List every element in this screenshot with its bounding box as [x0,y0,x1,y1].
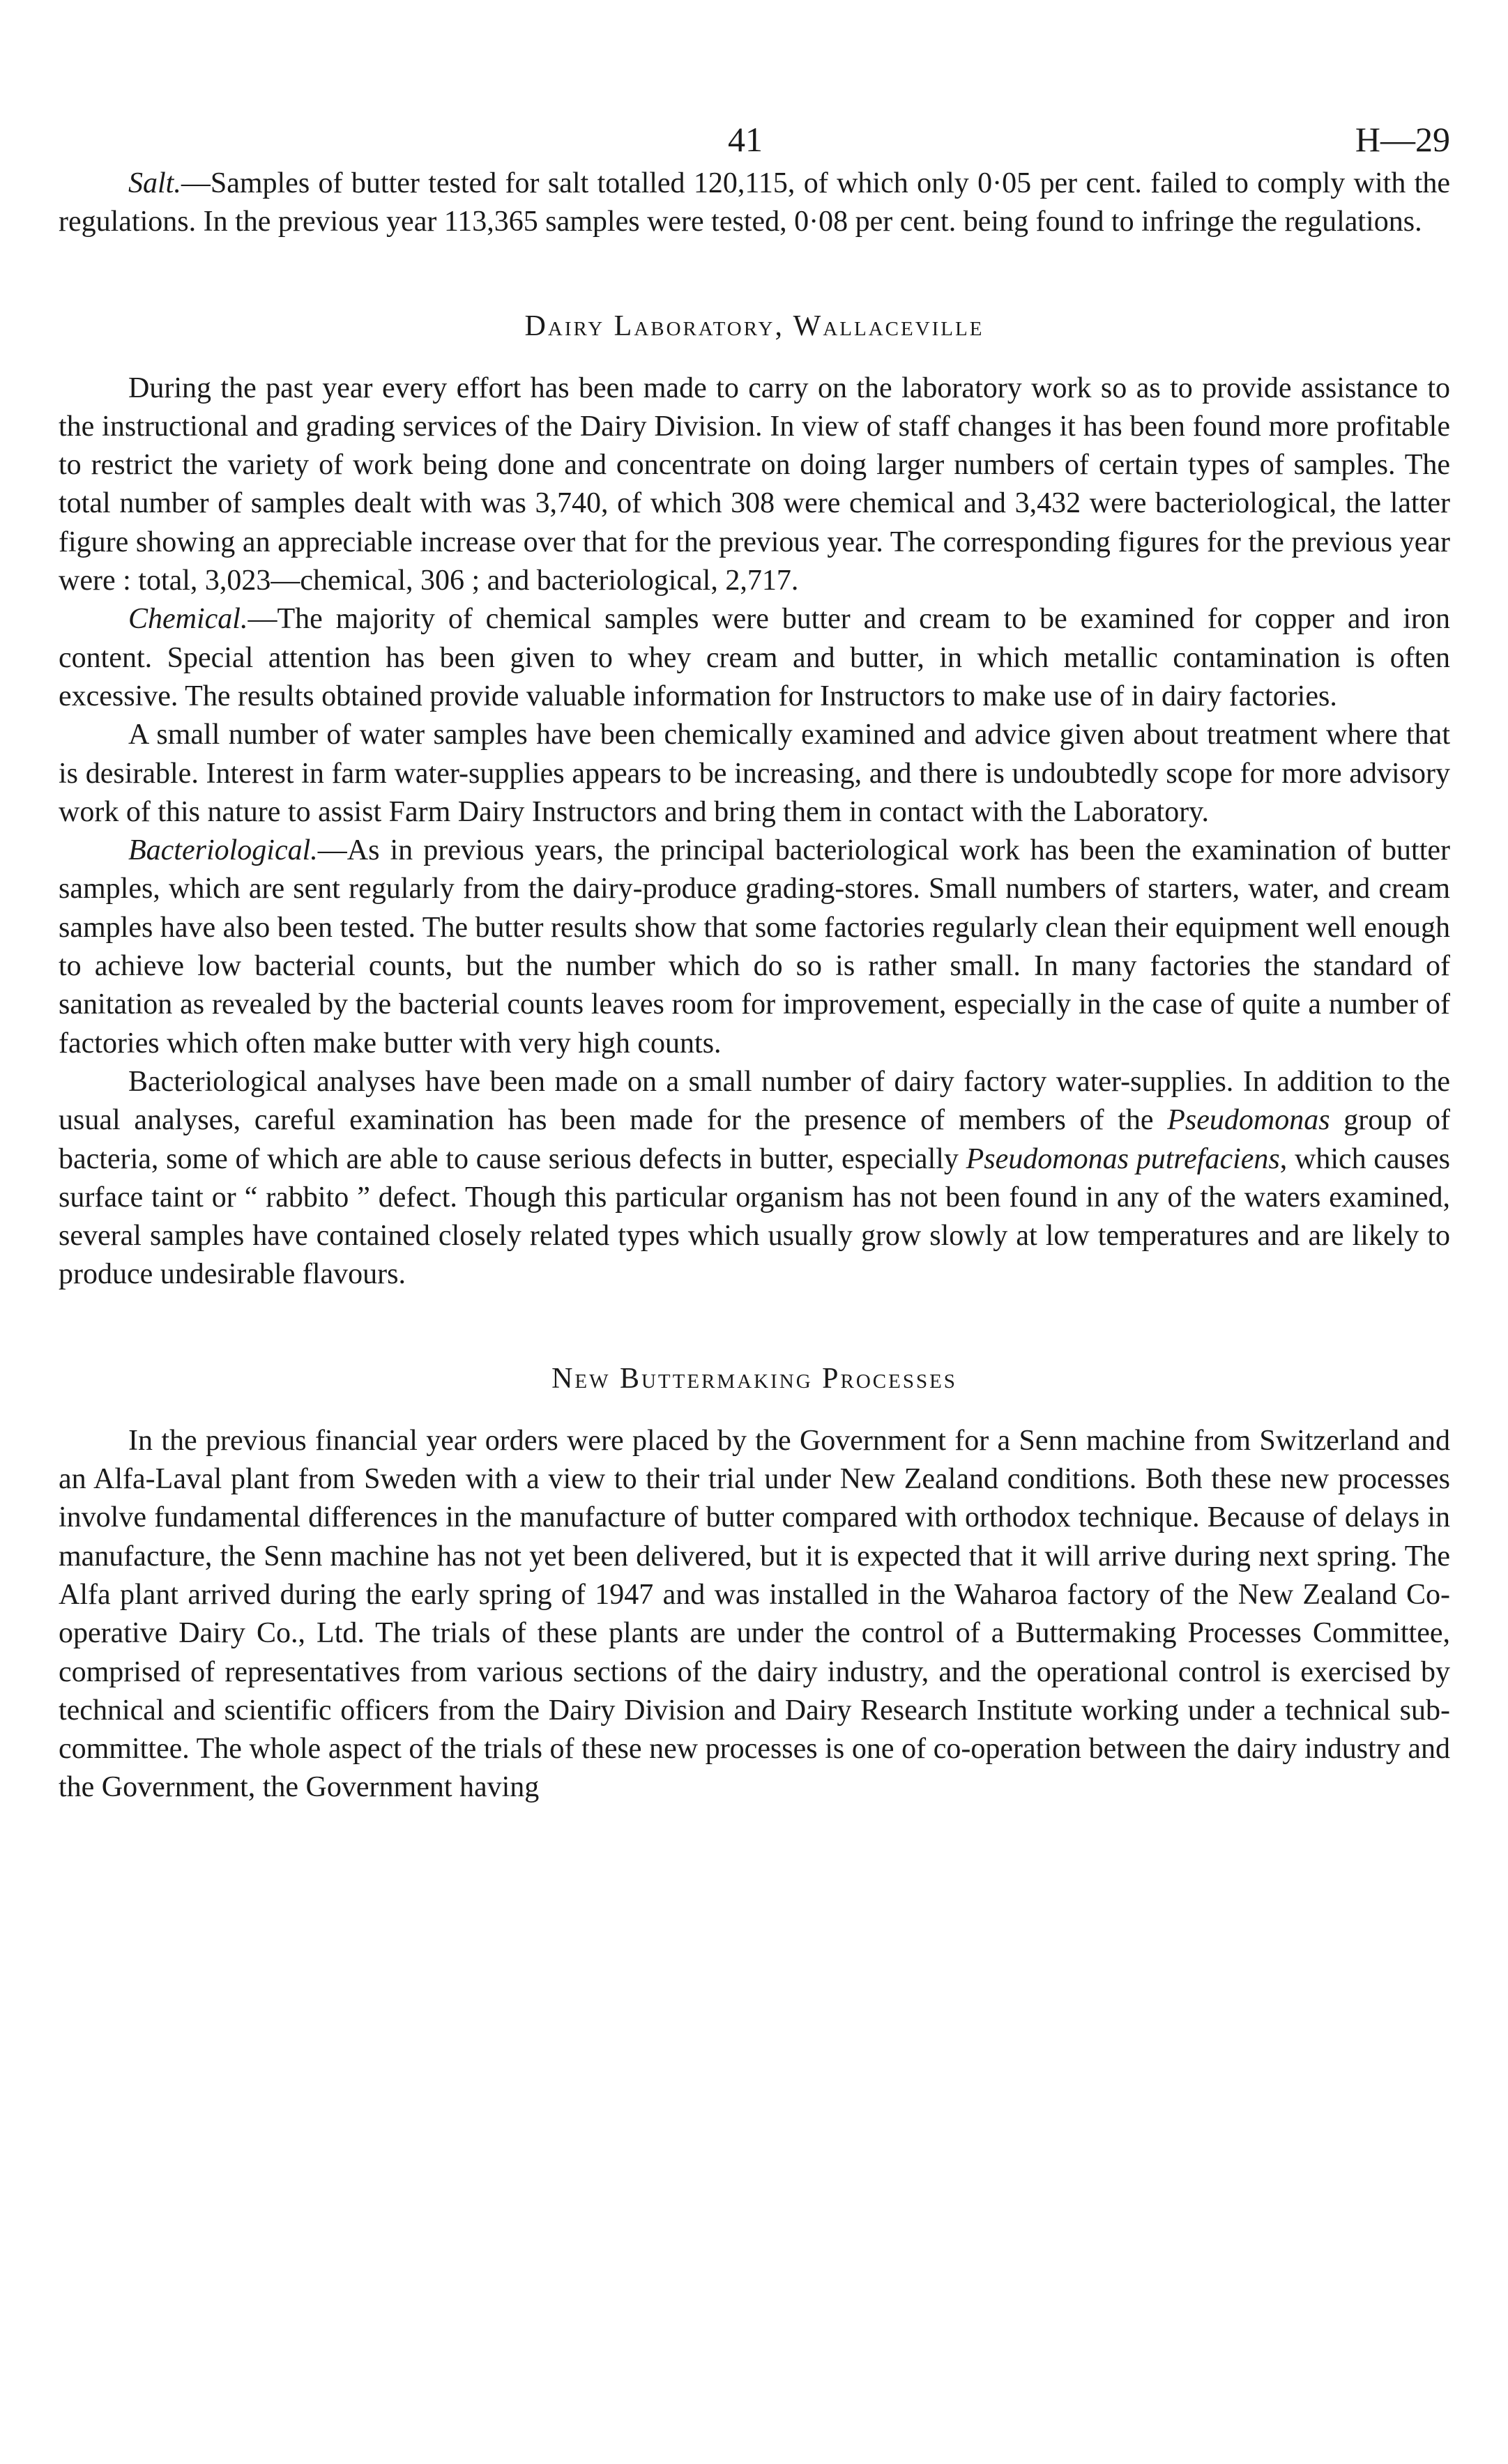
water-analyses-text-b: group of bacteria, some of which are able to cause serious defects in butter, especially [59,1104,1450,1175]
bacteriological-paragraph [59,832,1450,1063]
pseudomonas-term: Pseudomonas [1167,1104,1330,1137]
section-heading-buttermaking: New Buttermaking Processes [551,1362,957,1395]
water-analyses-paragraph [59,1063,1450,1294]
bacteriological-lead: Bacteriological. [128,834,318,867]
page-number: 41 [728,120,763,159]
buttermaking-paragraph: In the previous financial year orders were placed by the Government for a Senn machine from Switzerland and an Alfa-Laval plant from Sweden with a view to their trial under New Zealand conditions. Both these new processes involve fundamental differences in the manufacture of butter compared with orthodox technique. Because of delays in manufacture, the Senn machine has not yet been delivered, but it is expected that it will arrive during next spring. The Alfa plant arrived during the early spring of 1947 and was installed in the Waharoa factory of the New Zealand Co-operative Dairy Co., Ltd. The trials of these plants are under the control of a Buttermaking Processes Committee, comprised of representatives from various sections of the dairy industry, and the operational control is exercised by technical and scientific officers from the Dairy Division and Dairy Research Institute working under a technical sub-committee. The whole aspect of the trials of these new processes is one of co-operation between the dairy industry and the Government, the Government having [59,1424,1450,1804]
pseudomonas-putrefaciens-term: Pseudomonas putrefaciens [966,1142,1280,1175]
salt-text: —Samples of butter tested for salt totalled 120,115, of which only 0·05 per cent. failed to comply with the regulations. In the previous year 113,365 samples were tested, 0·08 per cent. being found to infringe the regulations. [59,167,1450,238]
water-analyses-text-c: , which causes surface taint or “ rabbito ” defect. Though this particular organism has not been found in any of the waters examined, several samples have contained closely related types which usually grow slowly at low temperatures and are likely to produce undesirable flavours. [59,1142,1450,1291]
document-reference: H—29 [1355,120,1450,159]
dairy-lab-paragraph-1: During the past year every effort has been made to carry on the laboratory work so as to provide assistance to the instructional and grading services of the Dairy Division. In view of staff changes it has been found more profitable to restrict the variety of work being done and concentrate on doing larger numbers of certain types of samples. The total number of samples dealt with was 3,740, of which 308 were chemical and 3,432 were bacteriological, the latter figure showing an appreciable increase over that for the previous year. The corresponding figures for the previous year were : total, 3,023—chemical, 306 ; and bacteriological, 2,717. [59,372,1450,597]
salt-paragraph [59,164,1450,242]
chemical-text: —The majority of chemical samples were butter and cream to be examined for copper and iron content. Special attention has been given to whey cream and butter, in which metallic contamination is often excessive. The results obtained provide valuable information for Instructors to make use of in dairy factories. [59,603,1450,712]
document-page [59,105,1450,1807]
page-header [59,105,1450,164]
water-analyses-text-a: Bacteriological analyses have been made on a small number of dairy factory water-supplies. In addition to the usual analyses, careful examination has been made for the presence of members of the [59,1065,1450,1137]
chemical-paragraph [59,600,1450,716]
water-samples-paragraph: A small number of water samples have been chemically examined and advice given about treatment where that is desirable. Interest in farm water-supplies appears to be increasing, and there is undoubtedly scope for more advisory work of this nature to assist Farm Dairy Instructors and bring them in contact with the Laboratory. [59,719,1450,828]
bacteriological-text: —As in previous years, the principal bacteriological work has been the examination of butter samples, which are sent regularly from the dairy-produce grading-stores. Small numbers of starters, water, and cream samples have also been tested. The butter results show that some factories regularly clean their equipment well enough to achieve low bacterial counts, but the number which do so is rather small. In many factories the standard of sanitation as revealed by the bacterial counts leaves room for improvement, especially in the case of quite a number of factories which often make butter with very high counts. [59,834,1450,1059]
section-heading-dairy-laboratory: Dairy Laboratory, Wallaceville [524,309,984,342]
chemical-lead: Chemical. [128,603,248,636]
salt-lead: Salt. [128,167,181,199]
